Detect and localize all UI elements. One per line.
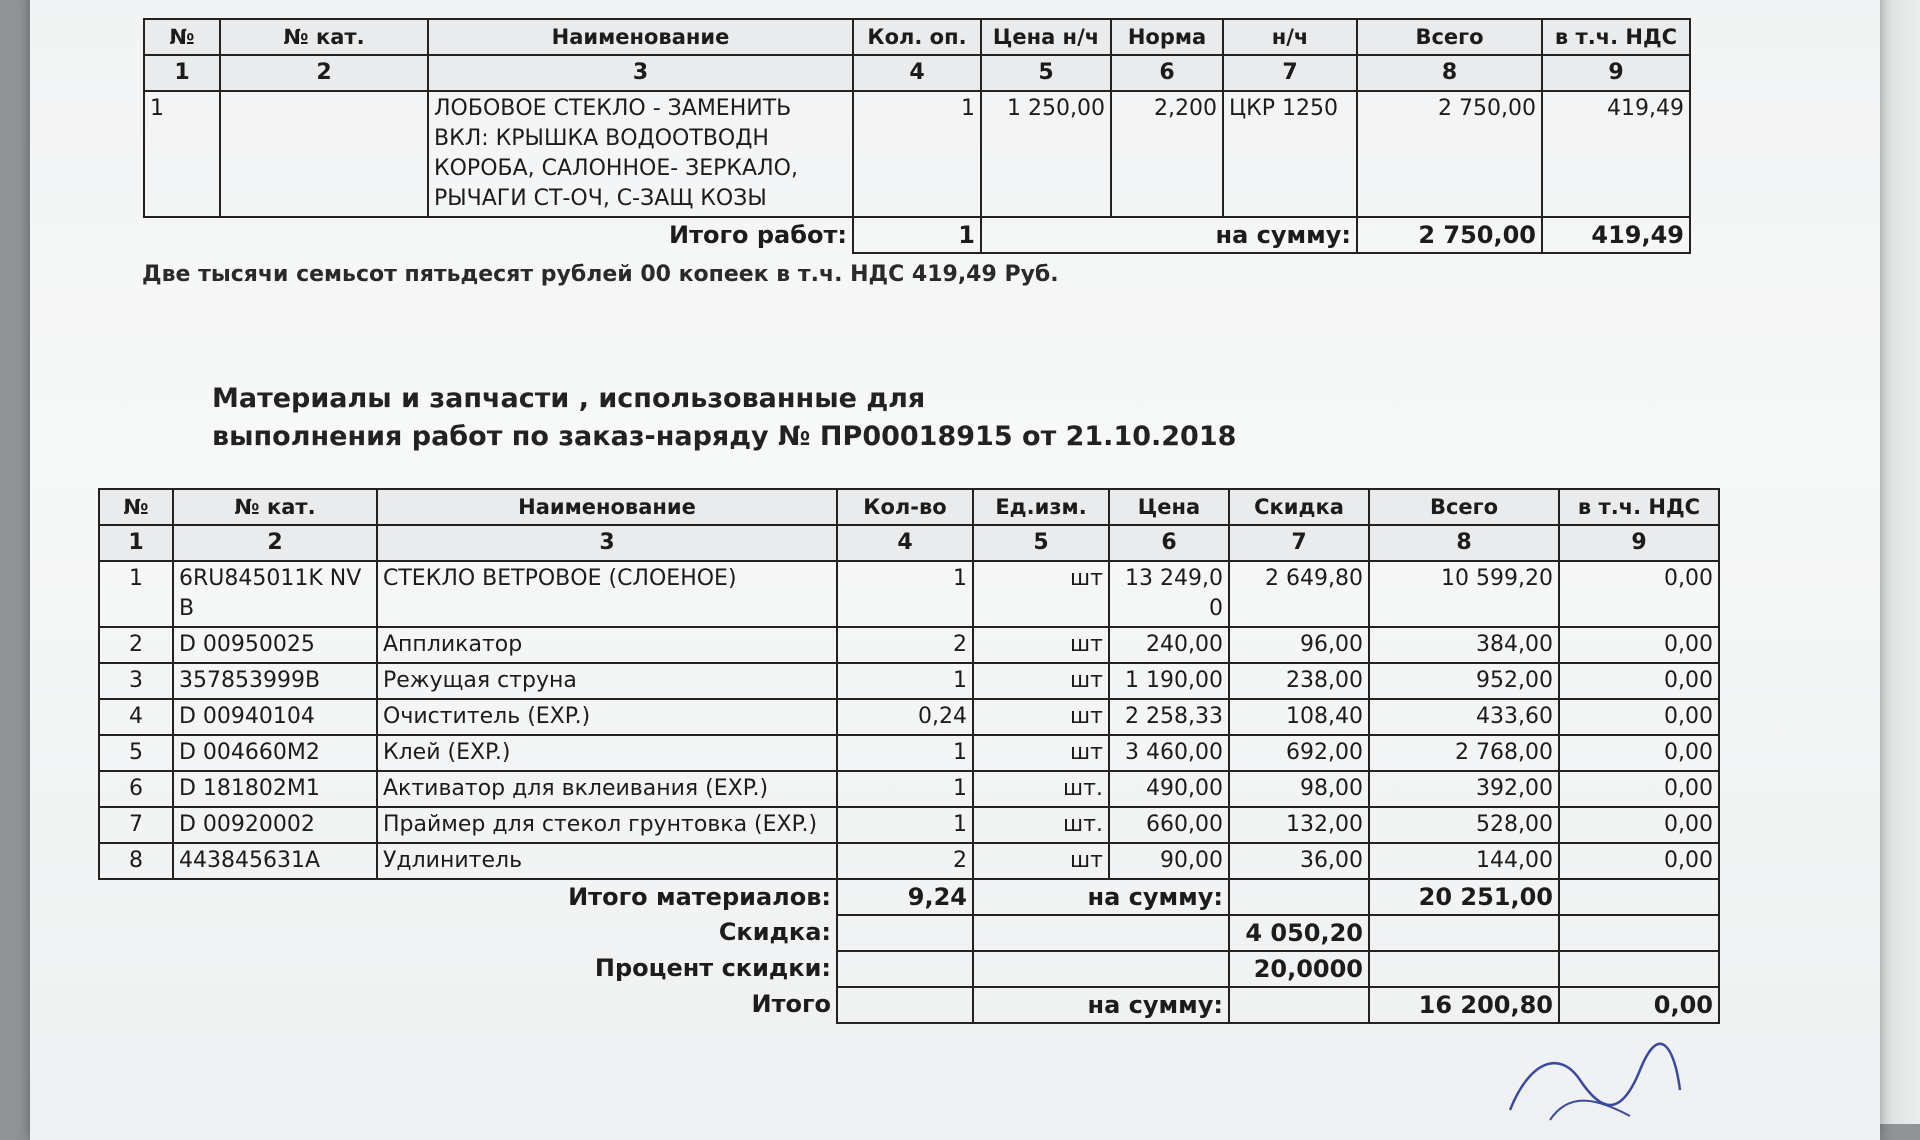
row-discount: 108,40 <box>1229 699 1369 735</box>
row-cat: 357853999B <box>173 663 377 699</box>
row-price: 2 258,33 <box>1109 699 1229 735</box>
row-total: 528,00 <box>1369 807 1559 843</box>
row-vat: 0,00 <box>1559 843 1719 879</box>
row-total: 2 750,00 <box>1357 91 1542 217</box>
row-name: Активатор для вклеивания (EXP.) <box>377 771 837 807</box>
row-name: Праймер для стекол грунтовка (EXP.) <box>377 807 837 843</box>
materials-header-row <box>99 489 1719 525</box>
row-norm: 2,200 <box>1111 91 1223 217</box>
row-qty: 1 <box>837 807 973 843</box>
row-qty: 1 <box>837 735 973 771</box>
row-unit: шт. <box>973 771 1109 807</box>
row-unit: шт. <box>973 807 1109 843</box>
row-name: Режущая струна <box>377 663 837 699</box>
materials-col-number-row <box>99 525 1719 561</box>
row-discount: 692,00 <box>1229 735 1369 771</box>
col-header-price-nh: Цена н/ч <box>981 19 1111 55</box>
row-cat: D 00950025 <box>173 627 377 663</box>
row-vat: 0,00 <box>1559 807 1719 843</box>
row-unit: шт <box>973 627 1109 663</box>
row-num: 5 <box>99 735 173 771</box>
row-price: 490,00 <box>1109 771 1229 807</box>
col-header-num: № <box>144 19 220 55</box>
table-row <box>144 91 1690 217</box>
works-total-qty: 1 <box>853 217 981 253</box>
row-discount: 132,00 <box>1229 807 1369 843</box>
materials-total-sum: 20 251,00 <box>1369 879 1559 915</box>
row-discount: 96,00 <box>1229 627 1369 663</box>
col-number: 2 <box>173 525 377 561</box>
row-qty: 0,24 <box>837 699 973 735</box>
row-cat: 6RU845011K NVB <box>173 561 377 627</box>
col-number: 7 <box>1223 55 1357 91</box>
materials-rows <box>99 561 1719 879</box>
row-discount: 2 649,80 <box>1229 561 1369 627</box>
discount-percent-label: Процент скидки: <box>377 951 837 987</box>
final-total-sum: 16 200,80 <box>1369 987 1559 1023</box>
col-header-name: Наименование <box>428 19 853 55</box>
materials-title <box>212 380 1236 456</box>
row-cat: D 00940104 <box>173 699 377 735</box>
row-total: 952,00 <box>1369 663 1559 699</box>
signature-scribble <box>1490 1040 1690 1124</box>
row-price: 1 190,00 <box>1109 663 1229 699</box>
row-price: 13 249,00 <box>1109 561 1229 627</box>
row-total: 144,00 <box>1369 843 1559 879</box>
col-number: 2 <box>220 55 428 91</box>
materials-total-label: Итого материалов: <box>377 879 837 915</box>
row-num: 4 <box>99 699 173 735</box>
materials-total-qty: 9,24 <box>837 879 973 915</box>
row-name: Клей (EXP.) <box>377 735 837 771</box>
row-cat: 443845631A <box>173 843 377 879</box>
col-header-price: Цена <box>1109 489 1229 525</box>
discount-percent-value: 20,0000 <box>1229 951 1369 987</box>
col-number: 4 <box>837 525 973 561</box>
row-qty: 2 <box>837 843 973 879</box>
row-unit: шт <box>973 843 1109 879</box>
col-header-num: № <box>99 489 173 525</box>
row-cat: D 181802M1 <box>173 771 377 807</box>
row-name: Очиститель (EXP.) <box>377 699 837 735</box>
row-price: 90,00 <box>1109 843 1229 879</box>
row-qty: 1 <box>837 561 973 627</box>
col-number: 4 <box>853 55 981 91</box>
col-header-qty-ops: Кол. оп. <box>853 19 981 55</box>
discount-label: Скидка: <box>377 915 837 951</box>
row-name: Аппликатор <box>377 627 837 663</box>
final-sum-label: на сумму: <box>973 987 1229 1023</box>
row-nh: ЦКР 1250 <box>1223 91 1357 217</box>
row-name: ЛОБОВОЕ СТЕКЛО - ЗАМЕНИТЬ ВКЛ: КРЫШКА ВОДООТВОДН КОРОБА, САЛОННОЕ- ЗЕРКАЛО, РЫЧАГИ СТ-ОЧ, С-ЗАЩ КОЗЫ <box>428 91 853 217</box>
row-name: СТЕКЛО ВЕТРОВОЕ (СЛОЕНОЕ) <box>377 561 837 627</box>
table-row <box>99 771 1719 807</box>
row-num: 1 <box>99 561 173 627</box>
table-row <box>99 561 1719 627</box>
col-header-nh: н/ч <box>1223 19 1357 55</box>
final-total-label: Итого <box>377 987 837 1023</box>
row-qty: 1 <box>837 663 973 699</box>
col-number: 5 <box>981 55 1111 91</box>
table-row <box>99 735 1719 771</box>
col-number: 1 <box>99 525 173 561</box>
col-header-name: Наименование <box>377 489 837 525</box>
row-qty: 1 <box>853 91 981 217</box>
col-header-vat: в т.ч. НДС <box>1542 19 1690 55</box>
works-header-row <box>144 19 1690 55</box>
works-sum-label: на сумму: <box>981 217 1357 253</box>
row-total: 2 768,00 <box>1369 735 1559 771</box>
row-vat: 0,00 <box>1559 561 1719 627</box>
row-total: 392,00 <box>1369 771 1559 807</box>
works-col-number-row <box>144 55 1690 91</box>
row-total: 433,60 <box>1369 699 1559 735</box>
row-cat <box>220 91 428 217</box>
row-num: 6 <box>99 771 173 807</box>
table-row <box>99 627 1719 663</box>
col-header-discount: Скидка <box>1229 489 1369 525</box>
col-header-qty: Кол-во <box>837 489 973 525</box>
discount-percent-row <box>99 951 1719 987</box>
col-header-total: Всего <box>1369 489 1559 525</box>
row-total: 10 599,20 <box>1369 561 1559 627</box>
row-vat: 0,00 <box>1559 699 1719 735</box>
row-vat: 0,00 <box>1559 735 1719 771</box>
col-header-norm: Норма <box>1111 19 1223 55</box>
row-vat: 0,00 <box>1559 663 1719 699</box>
row-discount: 36,00 <box>1229 843 1369 879</box>
col-number: 3 <box>428 55 853 91</box>
col-number: 5 <box>973 525 1109 561</box>
discount-row <box>99 915 1719 951</box>
works-total-sum: 2 750,00 <box>1357 217 1542 253</box>
row-num: 7 <box>99 807 173 843</box>
row-cat: D 004660M2 <box>173 735 377 771</box>
row-discount: 98,00 <box>1229 771 1369 807</box>
final-total-row <box>99 987 1719 1023</box>
table-row <box>99 663 1719 699</box>
row-vat: 0,00 <box>1559 627 1719 663</box>
row-discount: 238,00 <box>1229 663 1369 699</box>
works-total-row <box>144 217 1690 253</box>
row-price: 1 250,00 <box>981 91 1111 217</box>
col-number: 8 <box>1357 55 1542 91</box>
materials-sum-label: на сумму: <box>973 879 1229 915</box>
row-price: 660,00 <box>1109 807 1229 843</box>
col-header-cat: № кат. <box>220 19 428 55</box>
works-total-vat: 419,49 <box>1542 217 1690 253</box>
row-num: 8 <box>99 843 173 879</box>
works-total-label: Итого работ: <box>428 217 853 253</box>
materials-title-line2: выполнения работ по заказ-наряду № ПР00018915 от 21.10.2018 <box>212 421 1237 452</box>
materials-total-row <box>99 879 1719 915</box>
table-row <box>99 699 1719 735</box>
col-number: 9 <box>1542 55 1690 91</box>
row-qty: 2 <box>837 627 973 663</box>
row-total: 384,00 <box>1369 627 1559 663</box>
final-total-vat: 0,00 <box>1559 987 1719 1023</box>
row-price: 240,00 <box>1109 627 1229 663</box>
materials-table <box>98 488 1720 1024</box>
amount-in-words: Две тысячи семьсот пятьдесят рублей 00 копеек в т.ч. НДС 419,49 Руб. <box>142 262 1059 287</box>
row-unit: шт <box>973 663 1109 699</box>
row-unit: шт <box>973 699 1109 735</box>
materials-title-line1: Материалы и запчасти , использованные для <box>212 383 926 414</box>
row-num: 3 <box>99 663 173 699</box>
col-number: 6 <box>1109 525 1229 561</box>
row-vat: 0,00 <box>1559 771 1719 807</box>
row-unit: шт <box>973 735 1109 771</box>
col-number: 8 <box>1369 525 1559 561</box>
col-header-unit: Ед.изм. <box>973 489 1109 525</box>
row-num: 1 <box>144 91 220 217</box>
table-row <box>99 807 1719 843</box>
row-price: 3 460,00 <box>1109 735 1229 771</box>
works-table <box>143 18 1691 254</box>
discount-value: 4 050,20 <box>1229 915 1369 951</box>
col-number: 3 <box>377 525 837 561</box>
col-number: 9 <box>1559 525 1719 561</box>
row-unit: шт <box>973 561 1109 627</box>
col-number: 7 <box>1229 525 1369 561</box>
row-name: Удлинитель <box>377 843 837 879</box>
col-header-total: Всего <box>1357 19 1542 55</box>
row-num: 2 <box>99 627 173 663</box>
table-row <box>99 843 1719 879</box>
col-number: 1 <box>144 55 220 91</box>
row-cat: D 00920002 <box>173 807 377 843</box>
row-vat: 419,49 <box>1542 91 1690 217</box>
col-header-cat: № кат. <box>173 489 377 525</box>
row-qty: 1 <box>837 771 973 807</box>
col-header-vat: в т.ч. НДС <box>1559 489 1719 525</box>
col-number: 6 <box>1111 55 1223 91</box>
